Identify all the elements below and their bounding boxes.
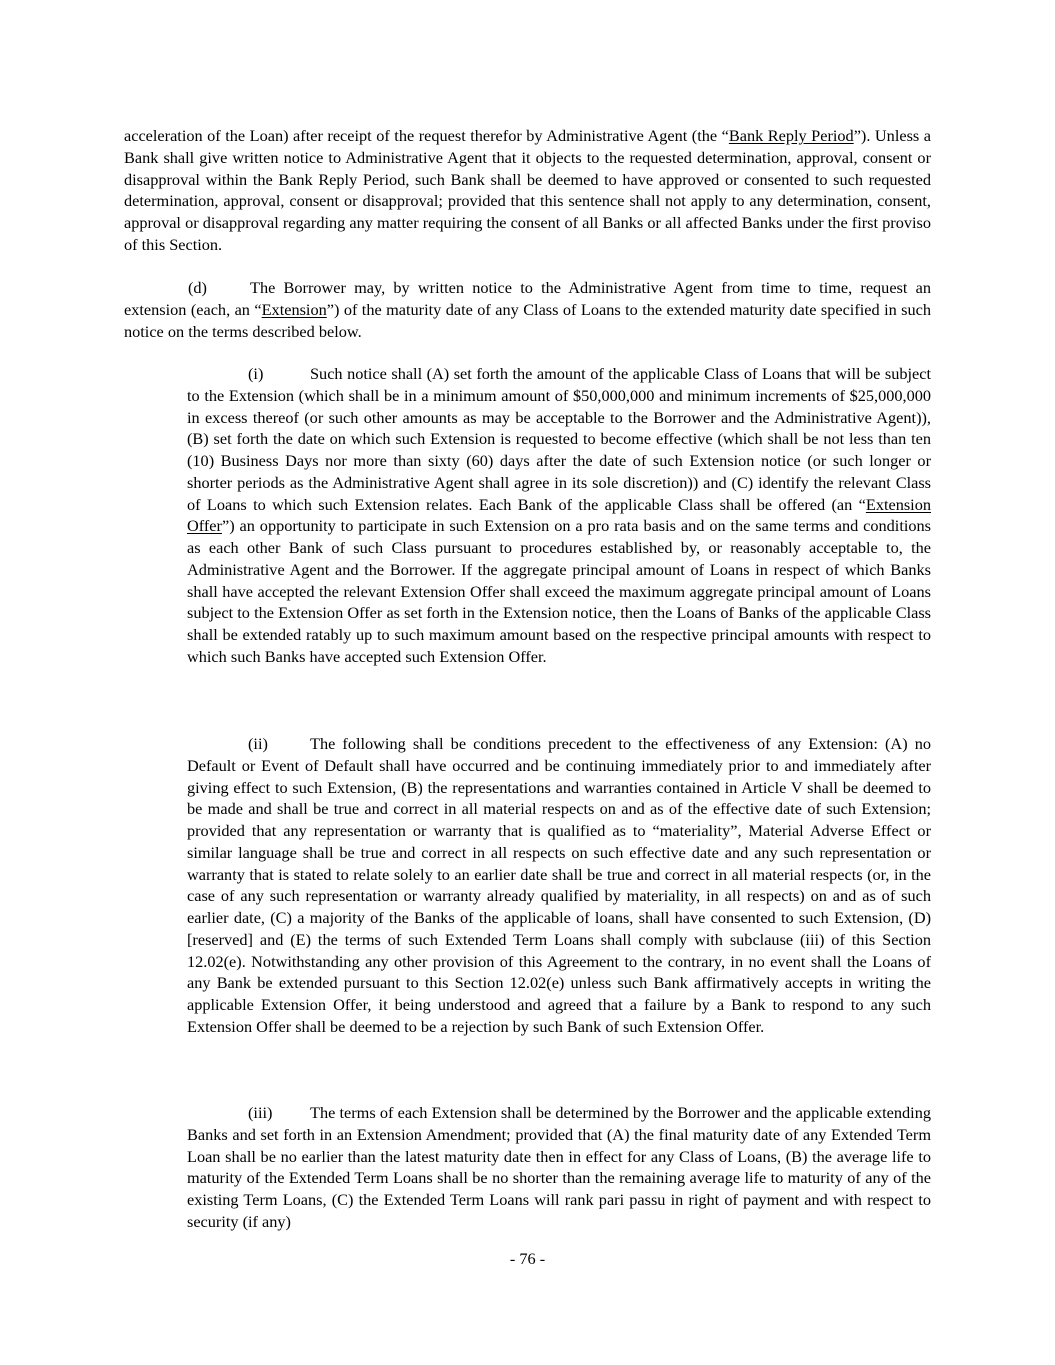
paragraph-i-extension-notice	[187, 363, 931, 668]
clause-number: (i)	[248, 364, 264, 383]
paragraph-text: The terms of each Extension shall be determined by the Borrower and the applicable extending Banks and set forth in an Extension Amendment; provided that (A) the final maturity date of any Extended Term Loan shall be no earlier than the latest maturity date then in effect for any Class of Loans, (B) the average life to maturity of the Extended Term Loans shall be no shorter than the remaining average life to maturity of any of the existing Term Loans, (C) the Extended Term Loans will rank pari passu in right of payment and with respect to security (if any)	[187, 1103, 931, 1231]
paragraph-text: Such notice shall (A) set forth the amount of the applicable Class of Loans that will be subject to the Extension (which shall be in a minimum amount of $50,000,000 and minimum increments of $25,000,000 in excess thereof (or such other amounts as may be acceptable to the Borrower and the Administrative Agent)), (B) set forth the date on which such Extension is requested to become effective (which shall be not less than ten (10) Business Days nor more than sixty (60) days after the date of such Extension notice (or such longer or shorter periods as the Administrative Agent shall agree in its sole discretion)) and (C) identify the relevant Class of Loans to which such Extension relates. Each Bank of the applicable Class shall be offered (an “	[187, 364, 931, 514]
paragraph-text: The following shall be conditions precedent to the effectiveness of any Extension: (A) no Default or Event of Default shall have occurred and be continuing immediately prior to and immediately after giving effect to such Extension, (B) the representations and warranties contained in Article V shall be deemed to be made and shall be true and correct in all material respects on and as of the effective date of such Extension; provided that any representation or warranty that is qualified as to “materiality”, Material Adverse Effect or similar language shall be true and correct in all respects on such effective date and any such representation or warranty that is stated to relate solely to an earlier date shall be true and correct in all material respects (or, in the case of any such representation or warranty already qualified by materiality, in all respects) on and as of such earlier date, (C) a majority of the Banks of the applicable of loans, shall have consented to such Extension, (D) [reserved] and (E) the terms of such Extended Term Loans shall comply with subclause (iii) of this Section 12.02(e). Notwithstanding any other provision of this Agreement to the contrary, in no event shall the Loans of any Bank be extended pursuant to this Section 12.02(e) unless such Bank affirmatively accepts in writing the applicable Extension Offer, it being understood and agreed that a failure by a Bank to respond to any such Extension Offer shall be deemed to be a rejection by such Bank of such Extension Offer.	[187, 734, 931, 1036]
clause-number: (iii)	[248, 1103, 273, 1122]
paragraph-text: The Borrower may, by written notice to the Administrative Agent from time to time, request an extension (each, an “	[124, 278, 931, 319]
paragraph-text: acceleration of the Loan) after receipt of the request therefor by Administrative Agent (the “	[124, 126, 729, 145]
clause-number: (ii)	[248, 734, 268, 753]
clause-number: (d)	[188, 278, 207, 297]
page-number: - 76 -	[509, 1249, 546, 1268]
defined-term-bank-reply-period: Bank Reply Period	[728, 126, 854, 145]
paragraph-iii-extension-terms	[187, 1102, 931, 1233]
paragraph-text: ”) of the maturity date of any Class of Loans to the extended maturity date specified in such notice on the terms described below.	[124, 299, 932, 341]
defined-term-extension-offer: Extension Offer	[187, 494, 931, 536]
defined-term-extension: Extension	[261, 299, 327, 319]
paragraph-bank-reply-period	[124, 125, 931, 256]
paragraph-text: ”) an opportunity to participate in such Extension on a pro rata basis and on the same terms and conditions as each other Bank of such Class pursuant to procedures established by, or reasonably acceptable to, the Administrative Agent and the Borrower. If the aggregate principal amount of Loans in respect of which Banks shall have accepted the relevant Extension Offer shall exceed the maximum aggregate principal amount of Loans subject to the Extension Offer as set forth in the Extension notice, then the Loans of Banks of the applicable Class shall be extended ratably up to such maximum amount based on the respective principal amounts with respect to which such Banks have accepted such Extension Offer.	[187, 516, 931, 666]
paragraph-text: ”). Unless a Bank shall give written notice to Administrative Agent that it objects to the requested determination, approval, consent or disapproval within the Bank Reply Period, such Bank shall be deemed to have approved or consented to such requested determination, approval, consent or disapproval; provided that this sentence shall not apply to any determination, consent, approval or disapproval regarding any matter requiring the consent of all Banks or all affected Banks under the first proviso of this Section.	[124, 126, 931, 254]
paragraph-ii-conditions-precedent	[187, 733, 931, 1038]
paragraph-d-extension	[124, 277, 931, 342]
